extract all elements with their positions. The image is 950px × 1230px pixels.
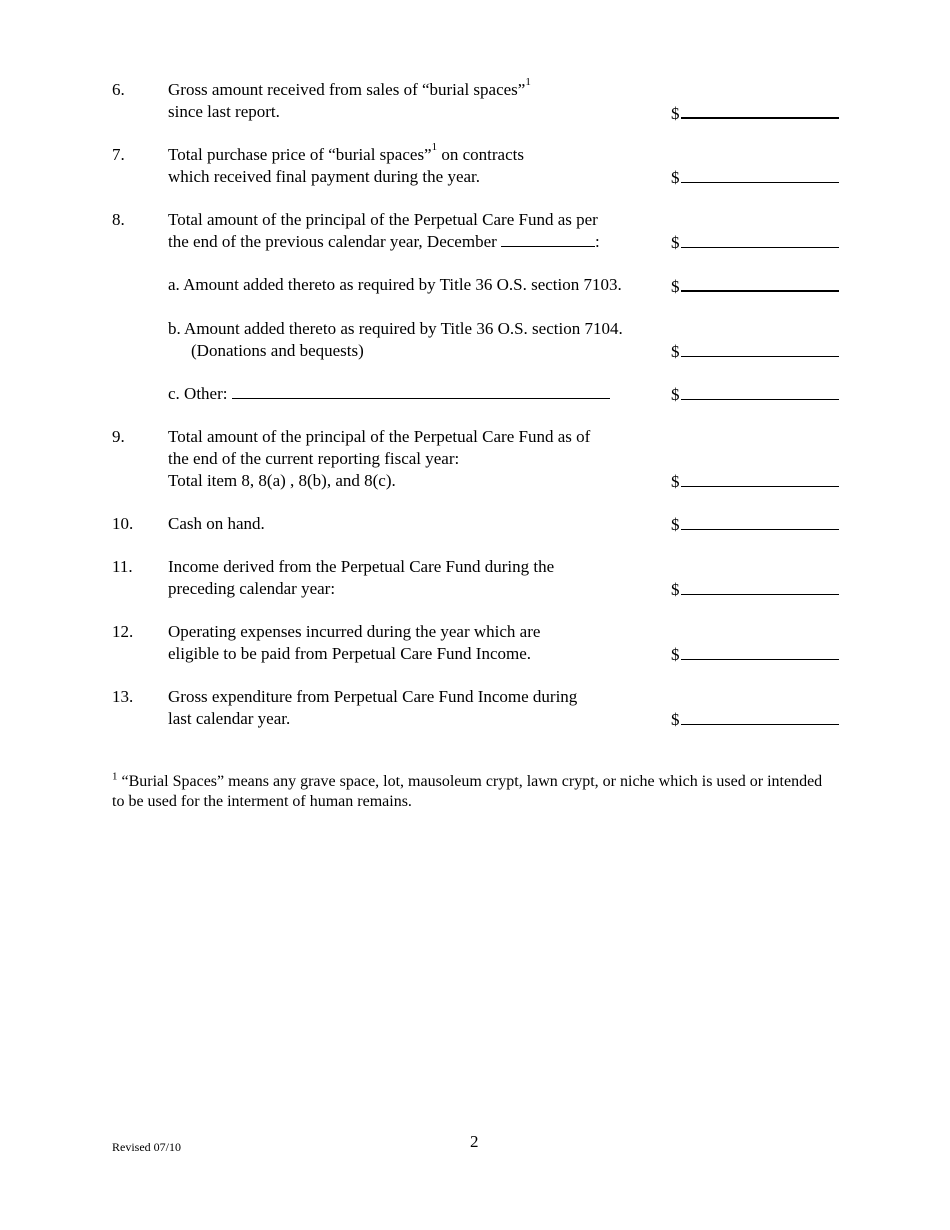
item-description: Total purchase price of “burial spaces”$^1$ on contracts which received final payment during the year. [168, 141, 524, 186]
amount-blank-line[interactable] [681, 340, 839, 357]
dollar-sign: $ [671, 104, 680, 123]
amount-blank-line[interactable] [681, 708, 839, 725]
amount-blank-line[interactable] [681, 578, 839, 595]
dollar-sign: $ [671, 645, 680, 664]
dollar-sign: $ [671, 515, 680, 534]
footnote-text: “Burial Spaces” means any grave space, lot, mausoleum crypt, lawn crypt, or niche which is used or intended to be used for the interment of human remains. [112, 773, 823, 810]
item-description: Total amount of the principal of the Perpetual Care Fund as of the end of the current reporting fiscal year: Total item 8, 8(a) , 8(b), and 8(c). [168, 427, 591, 490]
item-number: 9. [112, 427, 125, 446]
footnote-reference: 1 [431, 141, 438, 154]
footnote-marker: 1 [112, 770, 118, 783]
dollar-sign: $ [671, 580, 680, 599]
dollar-sign: $ [671, 472, 680, 491]
amount-blank-line[interactable] [681, 274, 839, 292]
item-description: c. Other: [168, 383, 668, 405]
amount-field[interactable] [671, 166, 839, 189]
amount-field[interactable] [671, 643, 839, 666]
amount-blank-line[interactable] [681, 231, 839, 248]
item-number: 12. [112, 622, 134, 641]
dollar-sign: $ [671, 168, 680, 187]
amount-blank-line[interactable] [681, 101, 839, 119]
dollar-sign: $ [671, 342, 680, 361]
item-description: Gross expenditure from Perpetual Care Fund Income during last calendar year. [168, 687, 578, 728]
amount-blank-line[interactable] [681, 470, 839, 487]
amount-field[interactable] [671, 231, 839, 254]
item-description: a. Amount added thereto as required by Title 36 O.S. section 7103. [168, 275, 622, 294]
amount-blank-line[interactable] [681, 643, 839, 660]
december-date-blank[interactable] [501, 231, 595, 247]
item-number: 13. [112, 687, 134, 706]
amount-field[interactable] [671, 340, 839, 363]
footnote [112, 772, 832, 812]
item-number: 11. [112, 557, 133, 576]
other-description-blank[interactable] [232, 383, 610, 399]
dollar-sign: $ [671, 277, 680, 296]
amount-field[interactable] [671, 708, 839, 731]
page-number: 2 [470, 1132, 479, 1151]
item-number: 7. [112, 145, 125, 164]
item-number: 8. [112, 210, 125, 229]
footnote-reference: 1 [525, 76, 531, 89]
item-description: b. Amount added thereto as required by Title 36 O.S. section 7104. (Donations and bequests) [168, 319, 623, 360]
amount-blank-line[interactable] [681, 383, 839, 400]
item-number: 10. [112, 514, 134, 533]
dollar-sign: $ [671, 710, 680, 729]
item-description: Cash on hand. [168, 514, 265, 533]
item-number: 6. [112, 80, 125, 99]
amount-blank-line[interactable] [681, 166, 839, 183]
amount-field[interactable] [671, 383, 839, 406]
revision-date: Revised 07/10 [112, 1140, 181, 1154]
item-description: Income derived from the Perpetual Care Fund during the preceding calendar year: [168, 557, 555, 598]
amount-field[interactable] [671, 470, 839, 493]
item-description: Operating expenses incurred during the year which are eligible to be paid from Perpetual Care Fund Income. [168, 622, 541, 663]
item-description: Total amount of the principal of the Perpetual Care Fund as per the end of the previous calendar year, December : [168, 210, 600, 251]
item-description: Gross amount received from sales of “burial spaces”$^1$ since last report. [168, 76, 531, 121]
amount-blank-line[interactable] [681, 513, 839, 530]
dollar-sign: $ [671, 385, 680, 404]
dollar-sign: $ [671, 233, 680, 252]
amount-field[interactable] [671, 101, 839, 125]
amount-field[interactable] [671, 274, 839, 298]
amount-field[interactable] [671, 578, 839, 601]
amount-field[interactable] [671, 513, 839, 536]
